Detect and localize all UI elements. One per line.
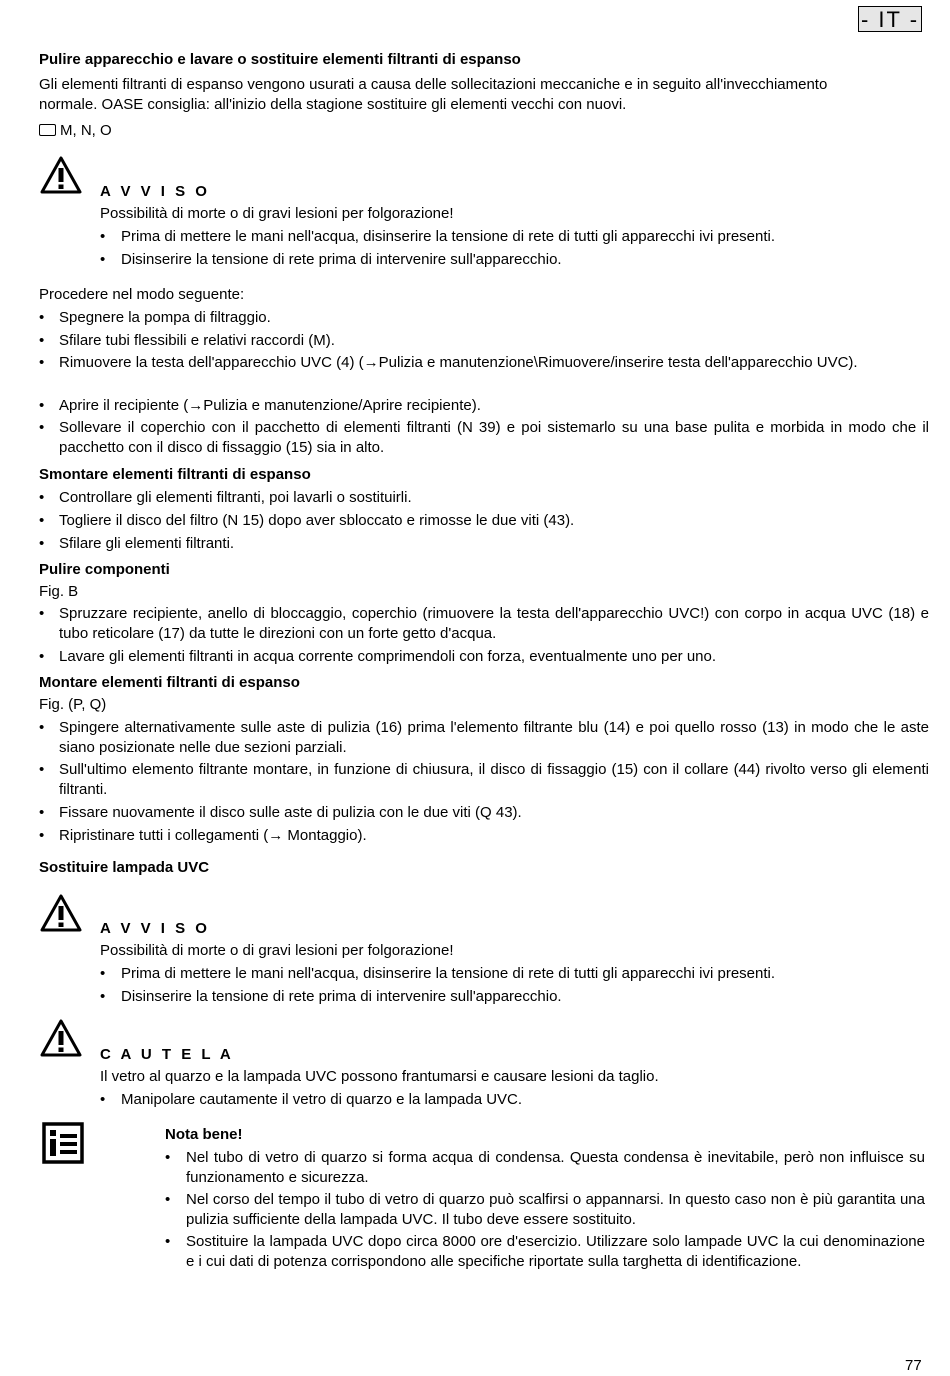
figure-reference: M, N, O — [39, 121, 929, 141]
list-item: • Sfilare gli elementi filtranti. — [39, 534, 929, 554]
section-title: Sostituire lampada UVC — [39, 859, 210, 876]
figure-reference: Fig. B — [39, 583, 79, 600]
list-item: • Spingere alternativamente sulle aste di pulizia (16) prima l'elemento filtrante blu (14) e poi quello rosso (13) in modo che le aste siano posizionate nelle due sezioni parziali. — [39, 718, 929, 758]
list-item: • Aprire il recipiente (→Pulizia e manutenzione/Aprire recipiente). — [39, 396, 929, 416]
language-badge: - IT - — [858, 6, 922, 32]
note-bullet: • Nel tubo di vetro di quarzo si forma acqua di condensa. Questa condensa è inevitabile, però non influisce su funzionamento e sicurezza. — [165, 1148, 925, 1188]
warning-triangle-icon — [39, 155, 83, 195]
list-item: • Fissare nuovamente il disco sulle aste di pulizia con le due viti (Q 43). — [39, 803, 929, 823]
figure-reference: Fig. (P, Q) — [39, 696, 107, 713]
warning-text: Possibilità di morte o di gravi lesioni per folgorazione! — [100, 205, 454, 222]
list-item: • Spegnere la pompa di filtraggio. — [39, 308, 929, 328]
warning-heading: A V V I S O — [100, 920, 210, 937]
caution-text: Il vetro al quarzo e la lampada UVC possono frantumarsi e causare lesioni da taglio. — [100, 1068, 659, 1085]
list-item: • Controllare gli elementi filtranti, poi lavarli o sostituirli. — [39, 488, 929, 508]
list-item: • Sfilare tubi flessibili e relativi raccordi (M). — [39, 331, 929, 351]
section-title: Pulire componenti — [39, 561, 170, 578]
page-number: 77 — [905, 1357, 922, 1374]
warning-triangle-icon — [39, 893, 83, 933]
procedure-intro: Procedere nel modo seguente: — [39, 286, 245, 303]
note-heading: Nota bene! — [165, 1126, 243, 1143]
list-item: • Rimuovere la testa dell'apparecchio UVC (4) (→Pulizia e manutenzione\Rimuovere/inserire testa dell'apparecchio UVC). — [39, 353, 929, 373]
caution-triangle-icon — [39, 1018, 83, 1058]
section-title: Smontare elementi filtranti di espanso — [39, 466, 311, 483]
figure-book-icon — [39, 124, 56, 136]
warning-text: Possibilità di morte o di gravi lesioni per folgorazione! — [100, 942, 454, 959]
warning-heading: A V V I S O — [100, 183, 210, 200]
list-item: • Togliere il disco del filtro (N 15) dopo aver sbloccato e rimosse le due viti (43). — [39, 511, 929, 531]
list-item: • Ripristinare tutti i collegamenti (→ Montaggio). — [39, 826, 929, 846]
caution-bullet: • Manipolare cautamente il vetro di quarzo e la lampada UVC. — [100, 1090, 930, 1110]
intro-paragraph-line1: Gli elementi filtranti di espanso vengono usurati a causa delle sollecitazioni meccaniche e in seguito all'invecchiamento — [39, 76, 828, 93]
list-item: • Sollevare il coperchio con il pacchetto di elementi filtranti (N 39) e poi sistemarlo su una base pulita e morbida in modo che il pacchetto con il disco di fissaggio (15) sia in alto. — [39, 418, 929, 458]
caution-heading: C A U T E L A — [100, 1046, 234, 1063]
section-title: Pulire apparecchio e lavare o sostituire elementi filtranti di espanso — [39, 51, 521, 68]
warning-bullet: • Prima di mettere le mani nell'acqua, disinserire la tensione di rete di tutti gli apparecchi ivi presenti. — [100, 227, 930, 247]
note-bullet: • Sostituire la lampada UVC dopo circa 8000 ore d'esercizio. Utilizzare solo lampade UVC la cui denominazione e i cui dati di potenza corrispondono alle specifiche riportate sulla targhetta di identificazione. — [165, 1232, 925, 1272]
list-item: • Sull'ultimo elemento filtrante montare, in funzione di chiusura, il disco di fissaggio (15) con il collare (44) rivolto verso gli elementi filtranti. — [39, 760, 929, 800]
warning-bullet: • Disinserire la tensione di rete prima di intervenire sull'apparecchio. — [100, 250, 930, 270]
intro-paragraph-line2: normale. OASE consiglia: all'inizio della stagione sostituire gli elementi vecchi con nuovi. — [39, 96, 627, 113]
section-title: Montare elementi filtranti di espanso — [39, 674, 300, 691]
list-item: • Lavare gli elementi filtranti in acqua corrente comprimendoli con forza, eventualmente uno per uno. — [39, 647, 929, 667]
info-icon — [42, 1122, 84, 1164]
warning-bullet: • Prima di mettere le mani nell'acqua, disinserire la tensione di rete di tutti gli apparecchi ivi presenti. — [100, 964, 930, 984]
warning-bullet: • Disinserire la tensione di rete prima di intervenire sull'apparecchio. — [100, 987, 930, 1007]
list-item: • Spruzzare recipiente, anello di bloccaggio, coperchio (rimuovere la testa dell'apparecchio UVC!) con corpo in acqua UVC (18) e tubo reticolare (17) da tutte le direzioni con un forte getto d'acqua. — [39, 604, 929, 644]
note-bullet: • Nel corso del tempo il tubo di vetro di quarzo può scalfirsi o appannarsi. In questo caso non è più garantita una pulizia sufficiente della lampada UVC. Il tubo deve essere sostituito. — [165, 1190, 925, 1230]
